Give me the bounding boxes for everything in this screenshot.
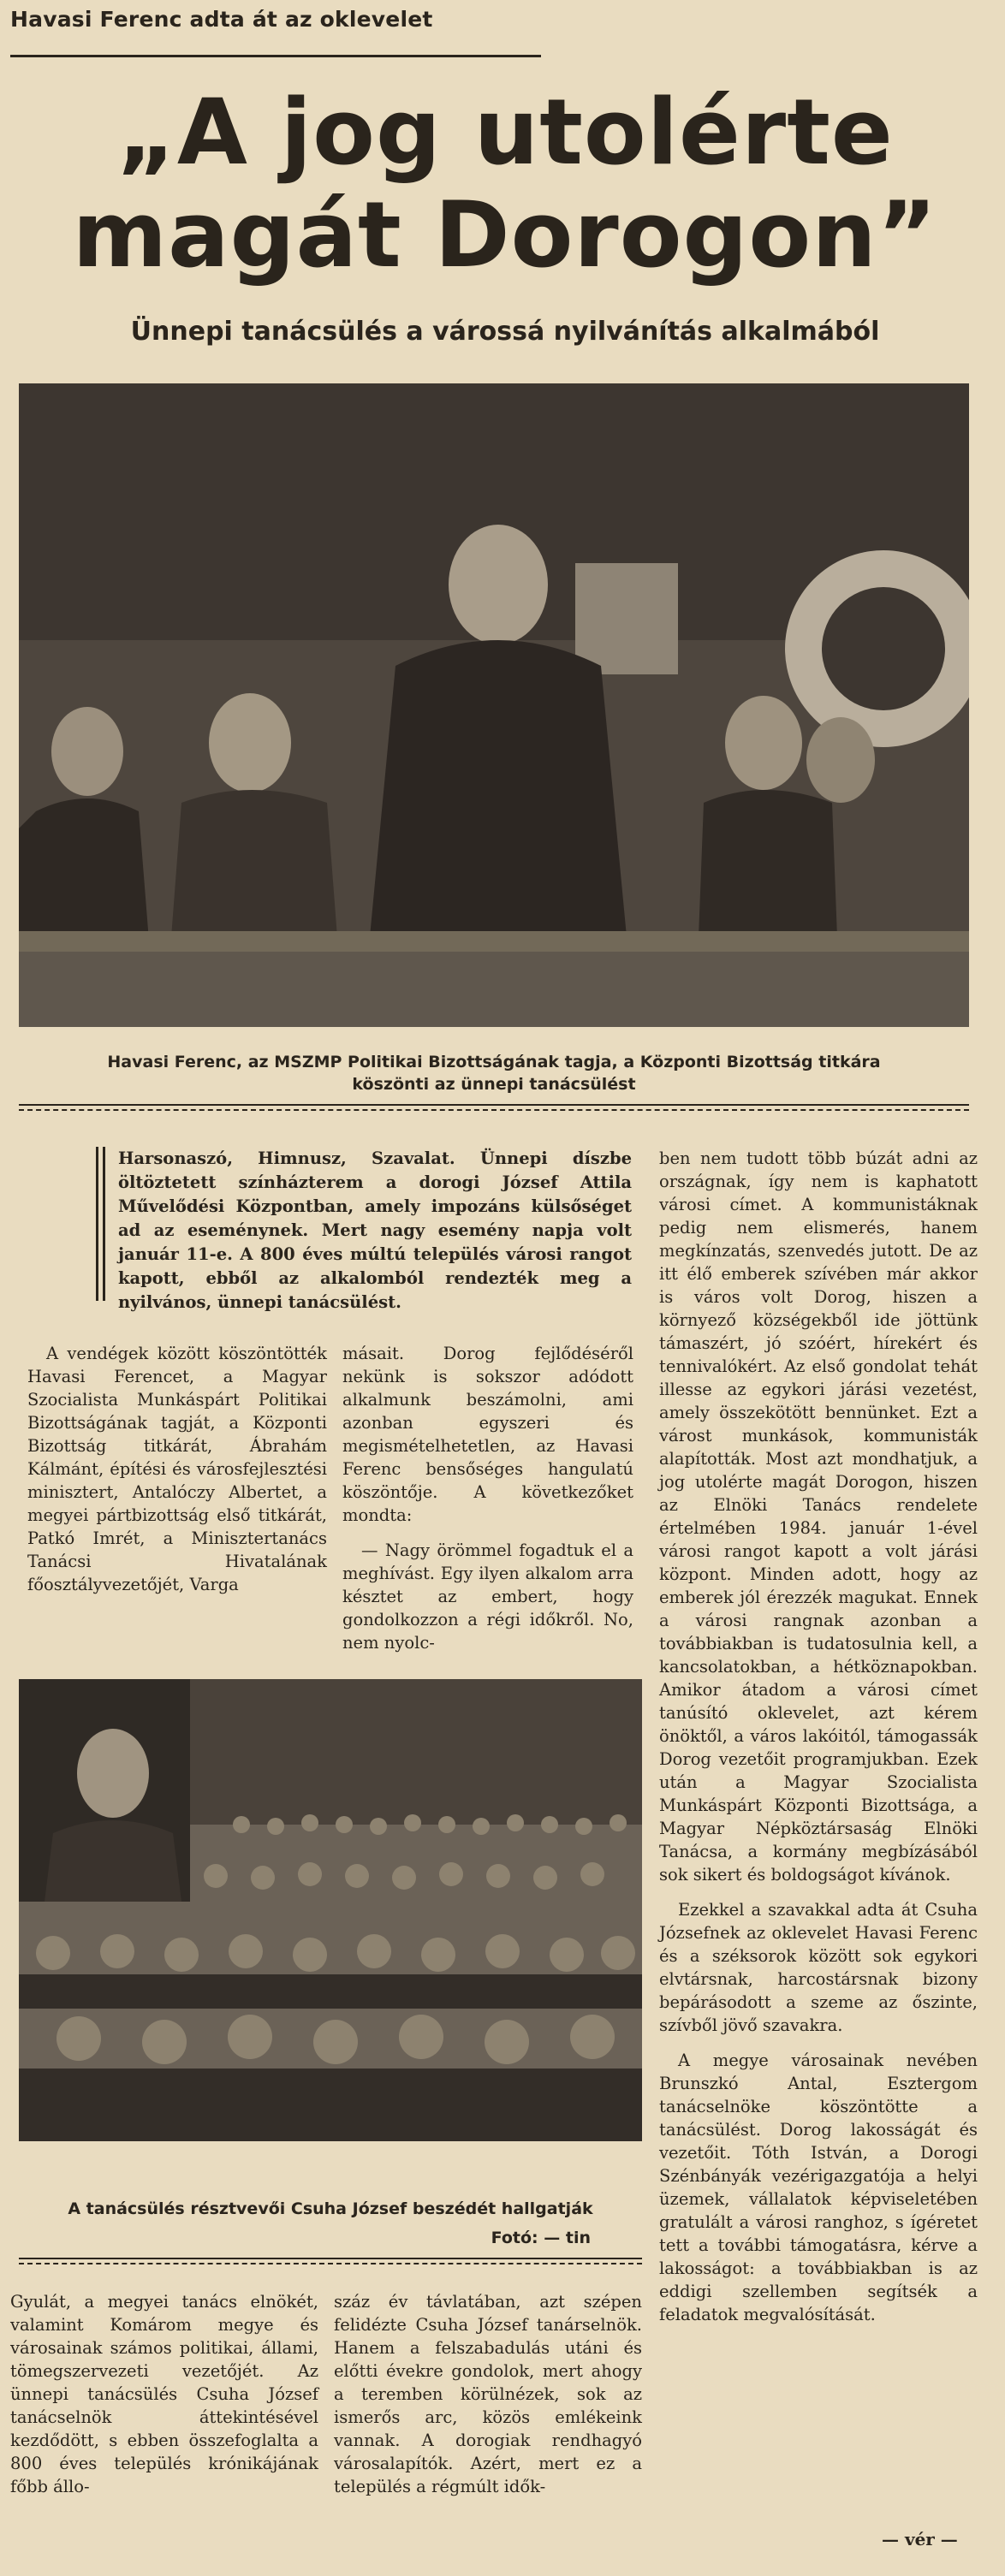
photo-speaker-caption bbox=[19, 1051, 969, 1095]
bottom-column-2 bbox=[334, 2290, 642, 2498]
bottom-column-1-paragraph: Gyulát, a megyei tanács elnökét, valamint Komárom megye és városainak számos politikai, állami, tömegszervezeti vezetőjét. Az ünnepi tanácsülés Csuha József tanácselnök áttekintésével kezdődött, s ebben összefoglalta a 800 éves település krónikájának főbb állo- bbox=[10, 2292, 318, 2496]
lead-bar bbox=[96, 1147, 98, 1301]
headline bbox=[60, 81, 950, 287]
column-3-paragraph-1: ben nem tudott több búzát adni az országnak, így nem is kaphatott városi címet. A kommunistáknak pedig nem elismerés, hanem megkínzatás, szenvedés jutott. De az itt élő emberek szívében már akkor is város volt Dorog, hiszen a környező községekből ide jöttünk támaszért, jó szóért, hírekért és tennivalókért. Az első gondolat tehát illesse az egykori járási vezetést, amely összekötött bennünket. Ezt a várost munkások, kommunisták alapították. Most azt mondhatjuk, a jog utolérte magát Dorogon, hiszen az Elnöki Tanács rendelete értelmében 1984. január 1-ével városi rangot kapott a volt járási központ. Minden adott, hogy az emberek jól érezzék magukat. Ennek a városi rangnak azonban a továbbiakban is tudatosulnia kell, a kancsolatokban, a hétköznapokban. Amikor átadom a városi címet tanúsító oklevelet, azt kérem önöktől, a város lakóitól, támogassák Dorog vezetőit programjukban. Ezek után a Magyar Szocialista Munkáspárt Központi Bizottsága, a Magyar Népköztársaság Elnöki Tanácsa, a kormány megbízásából sok sikert és boldogságot kívánok. bbox=[659, 1149, 978, 1885]
column-2-paragraph-2: — Nagy örömmel fogadtuk el a meghívást. Egy ilyen alkalom arra késztet az embert, hogy gondolkozzon a régi időkről. No, nem nyolc- bbox=[342, 1540, 633, 1653]
photo-speaker bbox=[19, 383, 969, 1027]
bottom-column-1 bbox=[10, 2290, 318, 2498]
caption-rule-dashed bbox=[19, 1109, 969, 1111]
photo-audience-rule-dashed bbox=[19, 2263, 642, 2264]
column-1 bbox=[27, 1342, 327, 1596]
kicker-rule bbox=[10, 55, 541, 57]
photo-audience-rule bbox=[19, 2258, 642, 2259]
column-1-paragraph: A vendégek között köszöntötték Havasi Ferencet, a Magyar Szocialista Munkáspárt Politikai Bizottságának tagját, a Központi Bizottság titkárát, Ábrahám Kálmánt, építési és városfejlesztési minisztert, Antalóczy Albertet, a megyei pártbizottság első titkárát, Patkó Imrét, a Minisztertanács Tanácsi Hivatalának főosztályvezetőjét, Varga bbox=[27, 1344, 327, 1594]
headline-line-2: magát Dorogon” bbox=[72, 182, 938, 288]
headline-line-1: „A jog utolérte bbox=[116, 80, 894, 185]
subhead: Ünnepi tanácsülés a várossá nyilvánítás alkalmából bbox=[130, 317, 880, 347]
column-2-paragraph-1: másait. Dorog fejlődéséről nekünk is sokszor adódott alkalmunk beszámolni, ami azonban egyszeri és megismételhetetlen, az Havasi Ferenc bensőséges hangulatú köszöntője. A következőket mondta: bbox=[342, 1344, 633, 1525]
photo-speaker-caption-line-2: köszönti az ünnepi tanácsülést bbox=[352, 1075, 636, 1094]
bottom-column-2-paragraph: száz év távlatában, azt szépen felidézte Csuha József tanárselnök. Hanem a felszabadulás utáni és előtti évekre gondolok, mert ahogy a teremben körülnézek, sok az ismerős arc, közös emlékeink vannak. A dorogiak rendhagyó városalapítók. Azért, mert ez a település a régmúlt idők- bbox=[334, 2292, 642, 2496]
photo-speaker-caption-line-1: Havasi Ferenc, az MSZMP Politikai Bizottságának tagja, a Központi Bizottság titkára bbox=[107, 1053, 881, 1071]
column-3 bbox=[659, 1147, 978, 2326]
column-2 bbox=[342, 1342, 633, 1654]
photo-audience-caption: A tanácsülés résztvevői Csuha József beszédét hallgatják bbox=[68, 2199, 593, 2218]
lead-bar-2 bbox=[103, 1147, 105, 1301]
photo-audience-credit: Fotó: — tin bbox=[491, 2229, 591, 2247]
caption-rule bbox=[19, 1104, 969, 1106]
signature: — vér — bbox=[882, 2529, 958, 2549]
photo-audience bbox=[19, 1679, 642, 2141]
lead-paragraph: Harsonaszó, Himnusz, Szavalat. Ünnepi díszbe öltöztetett színházterem a dorogi József Attila Művelődési Központban, amely impozáns külsőséget ad az eseménynek. Mert nagy esemény napja volt január 11-e. A 800 éves múltú település városi rangot kapott, ebből az alkalomból rendezték meg a nyilvános, ünnepi tanácsülést. bbox=[118, 1149, 632, 1312]
column-3-paragraph-2: Ezekkel a szavakkal adta át Csuha Józsefnek az oklevelet Havasi Ferenc és a széksorok között sok egykori elvtársnak, harcostársnak bizony bepárásodott a szeme az őszinte, szívből jövő szavakra. bbox=[659, 1900, 978, 2035]
column-3-paragraph-3: A megye városainak nevében Brunszkó Antal, Esztergom tanácselnöke köszöntötte a tanácsülést. Dorog lakosságát és vezetőit. Tóth István, a Dorogi Szénbányák vezérigazgatója a helyi üzemek, vállalatok képviseletében gratulált a városi ranghoz, s ígéretet tett a további támogatásra, kérve a lakosságot: a továbbiakban is az eddigi szellemben segítsék a feladatok megvalósítását. bbox=[659, 2051, 978, 2324]
kicker: Havasi Ferenc adta át az oklevelet bbox=[10, 7, 433, 32]
